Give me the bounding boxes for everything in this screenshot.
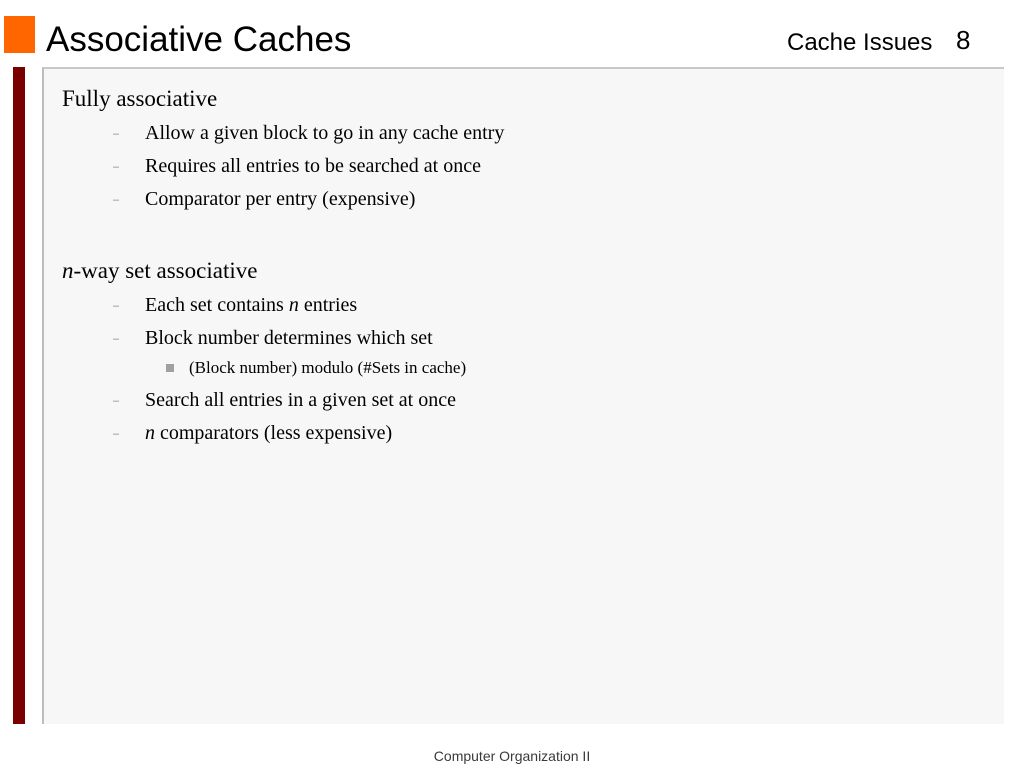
- bullet-item: Requires all entries to be searched at once: [145, 155, 481, 177]
- item-text: entries: [298, 294, 358, 316]
- dash-bullet-icon: –: [113, 333, 120, 345]
- item-text: Each set contains: [145, 294, 289, 316]
- bullet-item: Allow a given block to go in any cache entry: [145, 122, 505, 144]
- dash-bullet-icon: –: [113, 128, 120, 140]
- heading-rest: -way set associative: [73, 258, 258, 283]
- dash-bullet-icon: –: [113, 194, 120, 206]
- dash-bullet-icon: –: [113, 161, 120, 173]
- bullet-item: Comparator per entry (expensive): [145, 188, 416, 210]
- bullet-item: [145, 420, 392, 446]
- bullet-item: Block number determines which set: [145, 327, 433, 349]
- footer-text: Computer Organization II: [433, 748, 591, 764]
- bullet-item: Search all entries in a given set at once: [145, 389, 456, 411]
- title-accent-square: [4, 16, 35, 53]
- item-italic-n: n: [288, 294, 299, 316]
- page-number: 8: [956, 25, 971, 55]
- slide-title: Associative Caches: [46, 20, 352, 59]
- heading-italic-n: n: [62, 258, 74, 283]
- square-bullet-icon: [166, 364, 174, 372]
- section-heading-fully-associative: Fully associative: [62, 86, 218, 111]
- section-heading-n-way: [62, 257, 257, 285]
- dash-bullet-icon: –: [113, 300, 120, 312]
- bullet-item: [145, 292, 357, 318]
- item-text: comparators (less expensive): [155, 422, 393, 444]
- dash-bullet-icon: –: [113, 428, 120, 440]
- dash-bullet-icon: –: [113, 395, 120, 407]
- item-italic-n: n: [145, 422, 155, 444]
- side-accent-bar: [13, 67, 25, 724]
- sub-bullet-item: (Block number) modulo (#Sets in cache): [189, 358, 467, 377]
- slide-topic: Cache Issues: [787, 29, 933, 56]
